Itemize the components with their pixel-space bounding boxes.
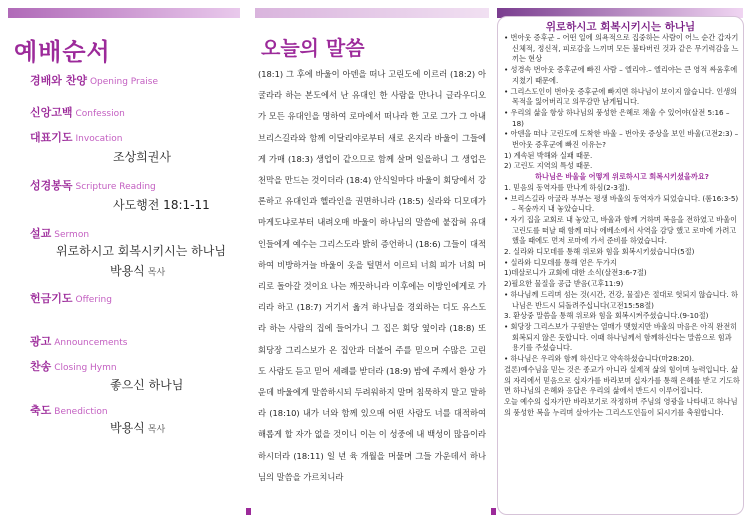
order-item-label: 찬송 [30, 360, 52, 373]
sermon-line: • 회당장 그리스보가 구원받는 열매가 맺혔지만 바울의 마음은 아직 완전히 회복되지 않은 듯합니다. 이때 하나님께서 함께하신다는 말씀으로 힘과 용기를 주셨습니다. [504, 321, 738, 353]
benediction-name: 박용식 [110, 421, 145, 435]
benediction-title: 목사 [147, 425, 166, 435]
order-item-invocation [30, 129, 122, 145]
sermon-preacher [110, 262, 165, 279]
scripture-text: (18:1) 그 후에 바울이 아덴을 떠나 고린도에 이르러 (18:2) 아굴라라 하는 본도에서 난 유대인 한 사람을 만나니 글라우디오가 모든 유대인을 명하여 로마에서 떠나라 한 고로 그가 그 아내 브리스길라와 함께 이달리야로부터 새로 온지라 바울이 그들에게 가매 (18:3) 생업이 같으므로 함께 살며 일을하니 그 생업은 천막을 만드는 것이더라 (18:4) 안식일마다 바울이 회당에서 강론하고 유대인과 헬라인을 권면하니라 (18:5) 실라와 디모데가 마게도냐로부터 내려오매 바울이 하나님의 말씀에 붙잡혀 유대인들에게 예수는 그리스도라 밝히 증언하니 (18:6) 그들이 대적하여 비방하거늘 바울이 옷을 털면서 이르되 너희 피가 너희 머리로 돌아갈 것이요 나는 깨끗하니라 이후에는 이방인에게로 가리라 하고 (18:7) 거기서 옮겨 하나님을 경외하는 디도 유스도라 하는 사람의 집에 들어가니 그 집은 회당 옆이라 (18:8) 또 회당장 그리스보가 온 집안과 더불어 주를 믿으며 수많은 고린도 사람도 듣고 믿어 세례를 받더라 (18:9) 밤에 주께서 환상 가운데 바울에게 말씀하시되 두려워하지 말며 침묵하지 말고 말하라 (18:10) 내가 너와 함께 있으매 어떤 사람도 너를 대적하여 해롭게 할 자가 없을 것이니 이는 이 성중에 내 백성이 많음이라 하시더라 (18:11) 일 년 육 개월을 머물며 그들 가운데서 하나님의 말씀을 가르치니라 [258, 69, 486, 482]
sermon-line: • 우리의 삶을 항상 하나님의 풍성한 은혜로 채울 수 있어야(살전 5:16 – 18) [504, 107, 730, 128]
order-item-label: 축도 [30, 404, 52, 417]
sermon-line: • 실라와 디모데를 통해 얻은 두가지 [504, 257, 617, 267]
header-bar-left [8, 8, 240, 18]
order-item-english: Offering [75, 295, 112, 305]
sermon-line: • 하나님은 우리와 함께 하신다고 약속하셨습니다(마28:20). [504, 354, 695, 364]
sermon-notes-body [504, 33, 740, 418]
sermon-notes-title: 위로하시고 회복시키시는 하나님 [545, 21, 696, 33]
order-item-english: Closing Hymn [54, 363, 117, 373]
sermon-line: • 성경속 번아웃 증후군에 빠진 사람 – 엘리야.– 엘리야는 큰 영적 싸움후에 지쳤기 때문에. [504, 65, 738, 85]
order-item-label: 경배와 찬양 [30, 74, 87, 87]
preacher-title: 목사 [147, 268, 166, 278]
sermon-line: 1. 믿음의 동역자를 만나게 하심(2-3절). [504, 182, 630, 192]
order-item-offering [30, 290, 112, 306]
order-item-english: Confession [75, 109, 125, 119]
todays-word-title: 오늘의 말씀 [261, 36, 365, 60]
sermon-subheading: 하나님은 바울을 어떻게 위로하시고 회복시키셨을까요? [535, 172, 709, 182]
order-item-label: 광고 [30, 335, 52, 348]
sermon-line: 2. 실라와 디모데를 통해 위로와 힘을 회복시키셨습니다(5절) [504, 247, 695, 257]
order-item-sermon [30, 225, 89, 241]
closing-hymn-title: 좋으신 하나님 [110, 378, 184, 392]
page-marker [491, 508, 496, 515]
order-item-opening-praise [30, 72, 158, 88]
order-item-english: Invocation [75, 134, 123, 144]
order-item-label: 신앙고백 [30, 106, 73, 119]
invocation-person: 조상희권사 [113, 150, 171, 164]
order-item-closing-hymn [30, 358, 117, 374]
sermon-line: 결론)예수님을 믿는 것은 종교가 아니라 실제적 삶의 힘이며 능력입니다. 삶의 자리에서 믿음으로 십자가를 바라보며 십자가를 통해 은혜를 받고 기도하면 하나님의 은혜와 응답은 우리의 삶에서 반드시 이루어집니다. [504, 364, 740, 396]
order-item-benediction [30, 402, 108, 418]
order-item-label: 헌금기도 [30, 292, 73, 305]
order-item-english: Opening Praise [89, 77, 158, 87]
sermon-line: 1) 계속된 박해와 실패 때문. [504, 150, 593, 160]
sermon-line: • 자기 집을 교회로 내 놓았고, 바울과 함께 거하며 복음을 전하였고 바울이 고린도를 떠날 때 함께 떠나 에베소에서 사역을 감당 했고 로마에 가려고 했을 때에도 먼저 로마에 가서 준비를 하였습니다. [504, 214, 738, 246]
order-item-label: 대표기도 [30, 131, 73, 144]
sermon-line: 3. 환상중 말씀을 통해 위로와 힘을 회복시켜주셨습니다.(9-10절) [504, 311, 709, 321]
sermon-line: • 하나님께 드리며 섬는 것(시간, 건강, 물질)은 절대로 헛되지 않습니다. 하나님은 반드시 되돌려주십니다(고전15:58절) [504, 289, 738, 310]
sermon-line: 2)필요한 물질을 공급 받음(고후11:9) [504, 279, 624, 289]
sermon-line: 2) 고린도 지역의 특성 때문. [504, 161, 593, 171]
sermon-line: • 아덴을 떠나 고린도에 도착한 바울 – 번아웃 증상을 보인 바울(고전2:3) – 번아웃 증후군에 빠진 이유는? [504, 129, 739, 150]
sermon-line: • 번아웃 증후군 – 어떤 일에 의욕적으로 집중하는 사람이 어느 순간 갑자기 신체적, 정신적, 피로감을 느끼며 모든 불타버린 것과 같은 무기력감을 느끼는 현상 [504, 33, 739, 64]
sermon-line: 1)데살로니가 교회에 대한 소식(살전3:6-7절) [504, 268, 647, 278]
benediction-preacher [110, 419, 165, 436]
order-item-scripture-reading [30, 177, 156, 193]
order-item-english: Benediction [54, 407, 108, 417]
todays-word-panel [255, 22, 489, 512]
order-item-label: 성경봉독 [30, 179, 73, 192]
order-item-english: Announcements [54, 338, 128, 348]
sermon-title: 위로하시고 회복시키시는 하나님 [56, 244, 226, 258]
page-marker [246, 508, 251, 515]
scripture-reference: 사도행전 18:1-11 [113, 198, 210, 212]
worship-order-title: 예배순서 [14, 38, 111, 66]
order-item-english: Scripture Reading [75, 182, 156, 192]
order-item-label: 설교 [30, 227, 52, 240]
sermon-line: 오늘 예수의 십자가만 바라보기로 작정하며 주님의 영광을 나타내고 하나님의 풍성한 복을 누리며 살아가는 그리스도인들이 되시기를 축원합니다. [504, 396, 738, 417]
order-item-english: Sermon [54, 230, 90, 240]
order-item-confession [30, 104, 125, 120]
preacher-name: 박용식 [110, 264, 145, 278]
header-bar-middle [255, 8, 489, 18]
sermon-notes-panel [497, 16, 744, 515]
order-item-announcements [30, 333, 127, 349]
sermon-line: • 브리스길라 아굴라 부부는 평생 바울의 동역자가 되었습니다. (롬16:3-5) – 목숨까지 내 놓았습니다. [504, 193, 739, 214]
worship-order-panel [8, 22, 240, 512]
sermon-line: • 그리스도인이 번아웃 증후군에 빠지면 하나님이 보이지 않습니다. 인생의 목적을 잃어버리고 의무감만 남게됩니다. [504, 86, 738, 107]
